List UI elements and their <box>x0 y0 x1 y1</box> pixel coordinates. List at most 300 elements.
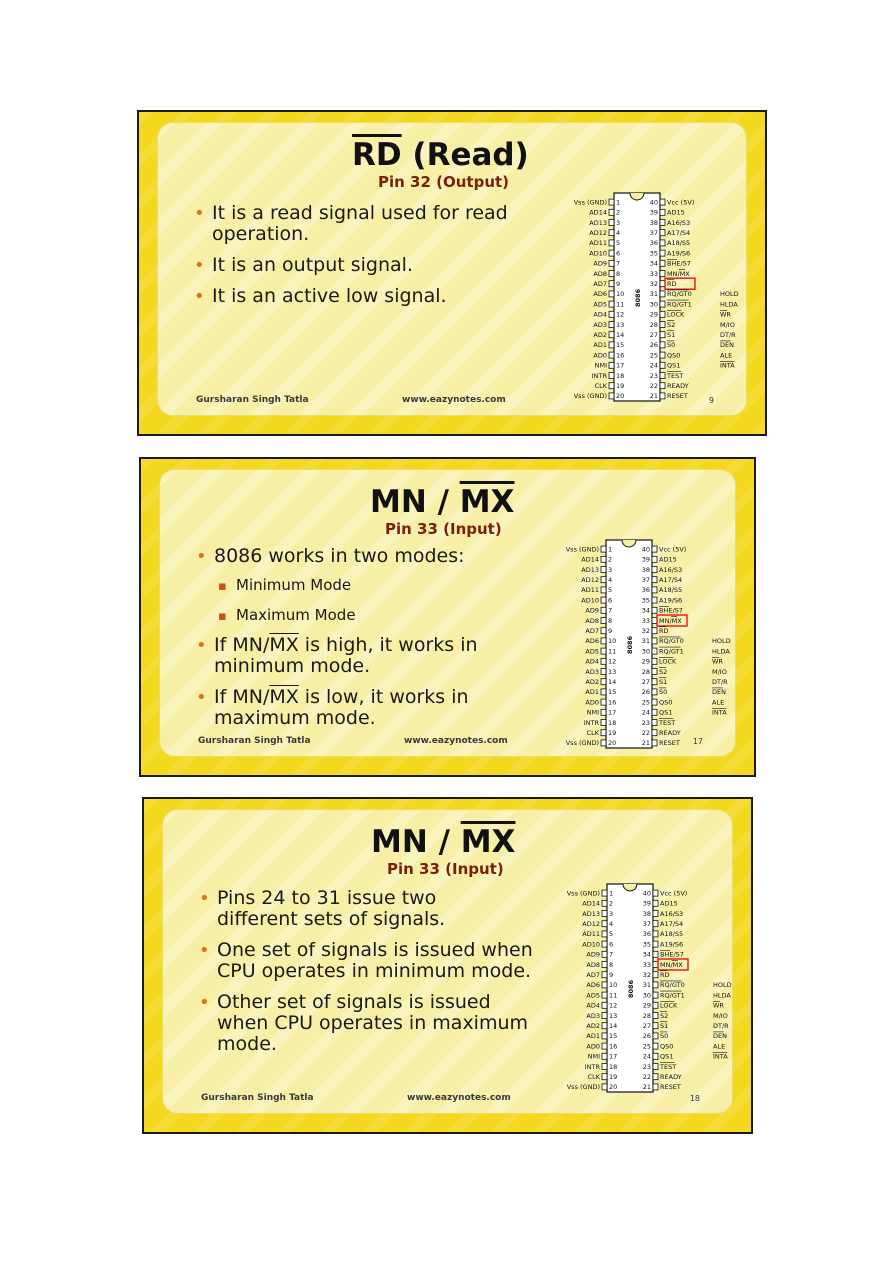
pin-left <box>601 720 606 726</box>
pin-right <box>652 658 657 664</box>
pin-left <box>601 658 606 664</box>
pin-right <box>652 587 657 593</box>
pin-right <box>653 1053 658 1059</box>
pin-number: 26 <box>641 688 650 697</box>
bullet-list <box>194 546 544 739</box>
pin-right-label: RQ/GT1 <box>667 300 692 309</box>
pin-left-label: AD12 <box>582 920 600 928</box>
pin-right <box>652 709 657 715</box>
max-mode-label: INTA <box>712 708 727 717</box>
pin-number: 30 <box>642 991 651 1000</box>
pin-right <box>652 740 657 746</box>
max-mode-label: INTA <box>720 361 735 370</box>
slide-subtitle: Pin 33 (Input) <box>385 520 502 538</box>
pin-left <box>609 362 614 368</box>
pin-right <box>653 941 658 947</box>
pin-right <box>653 992 658 998</box>
bullet-item: • It is an active low signal. <box>192 286 532 307</box>
pin-number: 38 <box>641 565 650 574</box>
pin-number: 20 <box>609 1083 618 1092</box>
pin-number: 36 <box>642 930 651 939</box>
pin-left-label: AD3 <box>593 320 607 329</box>
chip-label: 8086 <box>626 635 634 654</box>
pin-right-label: A17/S4 <box>660 920 684 928</box>
pin-number: 3 <box>609 909 614 918</box>
pin-number: 3 <box>616 218 621 227</box>
pin-left-label: AD13 <box>582 909 600 918</box>
pin-right-label: Vcc (5V) <box>660 889 688 898</box>
slide-title <box>352 137 767 173</box>
pin-left <box>602 1064 607 1070</box>
pin-number: 6 <box>616 249 621 258</box>
pin-number: 20 <box>616 392 625 401</box>
pin-right-label: RESET <box>667 392 688 401</box>
pin-left <box>601 689 606 695</box>
pin-number: 19 <box>609 1073 618 1081</box>
footer-author: Gursharan Singh Tatla <box>201 1093 314 1103</box>
footer-url: www.eazynotes.com <box>402 395 506 405</box>
pin-number: 32 <box>649 280 658 288</box>
max-mode-label: DT/R <box>713 1022 729 1030</box>
pin-left-label: AD2 <box>593 331 607 339</box>
pin-right-label: TEST <box>660 1062 677 1071</box>
pin-right-label: RESET <box>659 739 680 748</box>
pin-number: 28 <box>649 320 658 329</box>
pin-number: 2 <box>608 555 613 564</box>
pin-left <box>602 1033 607 1039</box>
pin-left <box>602 941 607 947</box>
pin-left <box>601 567 606 573</box>
pin-left-label: AD10 <box>581 596 599 605</box>
pin-right <box>660 383 665 389</box>
pin-right <box>652 607 657 613</box>
pin-left <box>609 281 614 287</box>
pin-diagram-8086 <box>549 880 749 1095</box>
pin-number: 12 <box>608 657 617 666</box>
pin-number: 13 <box>608 667 617 676</box>
pin-number: 12 <box>609 1001 618 1010</box>
pin-number: 25 <box>649 351 658 360</box>
pin-right-label: RESET <box>660 1083 681 1092</box>
pin-right-label: Vcc (5V) <box>667 198 695 207</box>
pin-number: 14 <box>616 331 625 339</box>
pin-number: 38 <box>649 218 658 227</box>
pin-number: 15 <box>608 688 617 697</box>
pin-right-label: RD <box>667 280 677 288</box>
pin-left <box>601 638 606 644</box>
pin-left <box>609 220 614 226</box>
pin-number: 24 <box>642 1052 651 1061</box>
pin-right-label: A16/S3 <box>660 909 684 918</box>
pin-right-label: RQ/GT1 <box>660 991 685 1000</box>
pin-left-label: AD14 <box>589 208 607 217</box>
pin-left <box>601 628 606 634</box>
slide-rd-read <box>137 110 767 436</box>
pin-number: 35 <box>649 249 658 258</box>
pin-right <box>653 921 658 927</box>
pin-right-label: LOCK <box>660 1001 678 1010</box>
pin-right <box>660 281 665 287</box>
pin-left <box>609 383 614 389</box>
pin-number: 14 <box>609 1022 618 1030</box>
pin-number: 27 <box>649 331 658 339</box>
pin-number: 37 <box>649 229 658 237</box>
bullet-text-pre: If MN/ <box>214 634 270 656</box>
pin-right-label: QS0 <box>660 1042 674 1051</box>
pin-number: 12 <box>616 310 625 319</box>
pin-diagram-8086 <box>548 536 748 751</box>
pin-left <box>601 597 606 603</box>
pin-number: 36 <box>649 239 658 248</box>
pin-left <box>602 992 607 998</box>
page-number: 17 <box>692 737 703 746</box>
pin-right-label: QS1 <box>660 1052 674 1061</box>
slide-title <box>371 824 753 860</box>
pin-right <box>652 699 657 705</box>
pin-right-label: RQ/GT0 <box>667 290 692 299</box>
max-mode-label: M/IO <box>712 667 727 676</box>
pin-left <box>609 209 614 215</box>
bullet-item: • It is a read signal used for read operation. <box>192 203 532 245</box>
pin-left <box>602 1084 607 1090</box>
pin-left <box>601 679 606 685</box>
bullet-item: • One set of signals is issued when CPU operates in minimum mode. <box>197 940 557 982</box>
pin-number: 8 <box>616 269 621 278</box>
pin-number: 5 <box>609 930 614 939</box>
pin-right-label: RD <box>659 627 669 635</box>
pin-number: 4 <box>616 229 621 237</box>
pin-number: 23 <box>649 371 658 380</box>
pin-left <box>602 951 607 957</box>
pin-number: 4 <box>608 576 613 584</box>
pin-right-label: A19/S6 <box>659 596 683 605</box>
slide-mn-mx-2 <box>142 797 753 1134</box>
pin-left-label: CLK <box>586 729 599 737</box>
pin-right <box>652 679 657 685</box>
pin-number: 16 <box>616 351 625 360</box>
pin-left-label: AD1 <box>593 341 607 350</box>
footer-url: www.eazynotes.com <box>407 1093 511 1103</box>
pin-number: 18 <box>608 718 617 727</box>
slide-mn-mx-1 <box>139 457 756 777</box>
max-mode-label: ALE <box>713 1042 726 1051</box>
pin-right <box>660 230 665 236</box>
max-mode-label: DEN <box>720 341 734 350</box>
pin-left <box>602 911 607 917</box>
pin-right-label: A18/S5 <box>667 239 691 248</box>
pin-left <box>602 1002 607 1008</box>
pin-number: 1 <box>609 889 614 898</box>
footer-url: www.eazynotes.com <box>404 736 508 746</box>
pin-left-label: AD6 <box>593 290 607 299</box>
pin-number: 40 <box>649 198 658 207</box>
pin-left <box>601 587 606 593</box>
pin-number: 33 <box>641 616 650 625</box>
pin-number: 10 <box>616 290 625 299</box>
slide-subtitle: Pin 32 (Output) <box>378 173 510 191</box>
bullet-text-overline: $\overline{MX}$ <box>269 634 299 656</box>
pin-right-label: TEST <box>659 718 676 727</box>
max-mode-label: M/IO <box>720 320 735 329</box>
max-mode-label: HOLD <box>712 637 731 646</box>
pin-left <box>609 240 614 246</box>
pin-left-label: AD6 <box>585 637 599 646</box>
max-mode-label: DEN <box>713 1032 727 1041</box>
pin-right-label: AD15 <box>659 555 677 564</box>
pin-number: 8 <box>609 960 614 969</box>
pin-right <box>653 1084 658 1090</box>
title-overline-part: MX <box>459 484 515 520</box>
pin-left-label: AD7 <box>586 971 600 979</box>
pin-right <box>652 577 657 583</box>
pin-left <box>601 730 606 736</box>
pin-right-label: MN/MX <box>667 269 690 278</box>
pin-left-label: AD3 <box>585 667 599 676</box>
pin-right <box>653 982 658 988</box>
pin-number: 34 <box>649 259 658 268</box>
pin-number: 31 <box>642 981 651 990</box>
pin-left-label: CLK <box>594 382 607 390</box>
pin-number: 36 <box>641 586 650 595</box>
pin-right-label: QS0 <box>659 698 673 707</box>
pin-left-label: Vss (GND) <box>566 1083 600 1092</box>
bullet-text-post: is high, it works in minimum mode. <box>214 634 478 677</box>
pin-number: 18 <box>609 1062 618 1071</box>
pin-number: 7 <box>616 259 621 268</box>
pin-right-label: RQ/GT0 <box>660 981 685 990</box>
pin-number: 37 <box>642 920 651 928</box>
bullet-item: • 8086 works in two modes: <box>194 546 544 567</box>
bullet-item: • It is an output signal. <box>192 255 532 276</box>
pin-left <box>609 230 614 236</box>
pin-number: 4 <box>609 920 614 928</box>
pin-left <box>609 311 614 317</box>
pin-left <box>609 322 614 328</box>
pin-right <box>660 220 665 226</box>
pin-right <box>653 962 658 968</box>
pin-right <box>652 618 657 624</box>
pin-left-label: AD8 <box>585 616 599 625</box>
footer-author: Gursharan Singh Tatla <box>196 395 309 405</box>
max-mode-label: WR <box>712 657 723 666</box>
pin-left-label: AD11 <box>582 930 600 939</box>
pin-left <box>601 618 606 624</box>
pin-left-label: NMI <box>594 361 607 370</box>
pin-left-label: AD1 <box>586 1032 600 1041</box>
pin-left-label: AD9 <box>593 259 607 268</box>
pin-right-label: A16/S3 <box>659 565 683 574</box>
pin-number: 18 <box>616 371 625 380</box>
pin-right <box>653 911 658 917</box>
pin-right-label: AD15 <box>667 208 685 217</box>
page-number: 18 <box>689 1094 700 1103</box>
max-mode-label: DEN <box>712 688 726 697</box>
slide-panel <box>162 809 733 1114</box>
pin-left-label: INTR <box>591 371 607 380</box>
slide-subtitle: Pin 33 (Input) <box>387 860 504 878</box>
pin-number: 2 <box>609 899 614 908</box>
pin-right <box>660 342 665 348</box>
max-mode-label: HLDA <box>720 300 738 309</box>
pin-left-label: AD3 <box>586 1011 600 1020</box>
pin-number: 17 <box>608 708 617 717</box>
pin-left-label: AD14 <box>581 555 599 564</box>
pin-right-label: A17/S4 <box>667 229 691 237</box>
pin-number: 16 <box>609 1042 618 1051</box>
pin-left <box>609 250 614 256</box>
pin-number: 7 <box>608 606 613 615</box>
pin-left-label: Vss (GND) <box>565 545 599 554</box>
pin-right-label: A18/S5 <box>660 930 684 939</box>
pin-number: 1 <box>616 198 621 207</box>
pin-right-label: AD15 <box>660 899 678 908</box>
pin-number: 17 <box>609 1052 618 1061</box>
pin-left <box>602 1023 607 1029</box>
pin-number: 25 <box>642 1042 651 1051</box>
bullet-text-overline: $\overline{MX}$ <box>269 686 299 708</box>
pin-number: 27 <box>641 678 650 686</box>
pin-number: 19 <box>608 729 617 737</box>
pin-number: 1 <box>608 545 613 554</box>
pin-left-label: Vss (GND) <box>565 739 599 748</box>
pin-right-label: QS0 <box>667 351 681 360</box>
pin-left-label: AD5 <box>593 300 607 309</box>
pin-right <box>652 669 657 675</box>
pin-number: 11 <box>608 647 617 656</box>
pin-right-label: MN/MX <box>660 960 683 969</box>
slide-panel <box>159 469 736 757</box>
pin-right-label: LOCK <box>667 310 685 319</box>
pin-left <box>609 393 614 399</box>
pin-left-label: AD8 <box>586 960 600 969</box>
pin-left-label: AD13 <box>589 218 607 227</box>
max-mode-label: M/IO <box>713 1011 728 1020</box>
pin-right-label: RQ/GT0 <box>659 637 684 646</box>
pin-number: 10 <box>608 637 617 646</box>
pin-number: 34 <box>641 606 650 615</box>
pin-number: 11 <box>609 991 618 1000</box>
pin-left-label: AD0 <box>586 1042 600 1051</box>
pin-right-label: BHE/S7 <box>660 950 684 959</box>
pin-right <box>653 1064 658 1070</box>
pin-right <box>652 720 657 726</box>
pin-right-label: Vcc (5V) <box>659 545 687 554</box>
pin-left <box>602 1043 607 1049</box>
pin-right <box>660 352 665 358</box>
pin-number: 26 <box>642 1032 651 1041</box>
pin-left-label: AD7 <box>593 280 607 288</box>
pin-right <box>660 260 665 266</box>
max-mode-label: WR <box>720 310 731 319</box>
pin-right <box>653 951 658 957</box>
pin-number: 8 <box>608 616 613 625</box>
pin-left-label: AD14 <box>582 899 600 908</box>
title-overline-part: MX <box>460 824 516 860</box>
pin-left-label: AD13 <box>581 565 599 574</box>
max-mode-label: ALE <box>720 351 733 360</box>
pin-number: 33 <box>642 960 651 969</box>
pin-left <box>601 669 606 675</box>
pin-left <box>602 972 607 978</box>
pin-left-label: AD12 <box>589 229 607 237</box>
pin-left <box>602 1013 607 1019</box>
pin-right-label: A16/S3 <box>667 218 691 227</box>
pin-number: 7 <box>609 950 614 959</box>
pin-left <box>609 271 614 277</box>
pin-left <box>601 699 606 705</box>
pin-number: 39 <box>642 899 651 908</box>
pin-number: 5 <box>616 239 621 248</box>
pin-number: 27 <box>642 1022 651 1030</box>
pin-left-label: AD2 <box>585 678 599 686</box>
pin-number: 31 <box>641 637 650 646</box>
pin-number: 23 <box>641 718 650 727</box>
pin-left-label: AD1 <box>585 688 599 697</box>
pin-left <box>609 301 614 307</box>
pin-right-label: RD <box>660 971 670 979</box>
pin-right <box>652 648 657 654</box>
pin-right <box>652 638 657 644</box>
bullet-list <box>192 203 532 317</box>
slide-panel <box>157 122 747 416</box>
pin-right-label: A19/S6 <box>660 940 684 949</box>
footer-author: Gursharan Singh Tatla <box>198 736 311 746</box>
pin-right <box>653 1002 658 1008</box>
pin-left-label: INTR <box>583 718 599 727</box>
pin-number: 33 <box>649 269 658 278</box>
pin-right-label: TEST <box>667 371 684 380</box>
pin-number: 32 <box>641 627 650 635</box>
max-mode-label: INTA <box>713 1052 728 1061</box>
pin-right <box>652 689 657 695</box>
pin-number: 26 <box>649 341 658 350</box>
pin-number: 37 <box>641 576 650 584</box>
pin-right <box>653 1043 658 1049</box>
pin-number: 40 <box>642 889 651 898</box>
pin-right-label: QS1 <box>659 708 673 717</box>
pin-number: 20 <box>608 739 617 748</box>
pin-number: 2 <box>616 208 621 217</box>
pin-left <box>609 342 614 348</box>
pin-number: 28 <box>642 1011 651 1020</box>
pin-right <box>660 291 665 297</box>
pin-right <box>660 271 665 277</box>
pin-right <box>660 393 665 399</box>
max-mode-label: WR <box>713 1001 724 1010</box>
pin-right <box>653 890 658 896</box>
pin-right <box>660 301 665 307</box>
pin-right-label: QS1 <box>667 361 681 370</box>
pin-number: 35 <box>642 940 651 949</box>
pin-number: 9 <box>608 627 613 635</box>
pin-left <box>601 740 606 746</box>
pin-number: 25 <box>641 698 650 707</box>
pin-left-label: CLK <box>587 1073 600 1081</box>
pin-left-label: AD0 <box>593 351 607 360</box>
pin-left-label: AD8 <box>593 269 607 278</box>
pin-right <box>660 322 665 328</box>
pin-left-label: AD2 <box>586 1022 600 1030</box>
chip-label: 8086 <box>627 979 635 998</box>
pin-right <box>660 362 665 368</box>
pin-left <box>602 1074 607 1080</box>
pin-right <box>652 567 657 573</box>
page-number: 9 <box>708 396 714 405</box>
bullet-text-pre: If MN/ <box>214 686 270 708</box>
pin-number: 19 <box>616 382 625 390</box>
chip-label: 8086 <box>634 288 642 307</box>
pin-left <box>602 1053 607 1059</box>
